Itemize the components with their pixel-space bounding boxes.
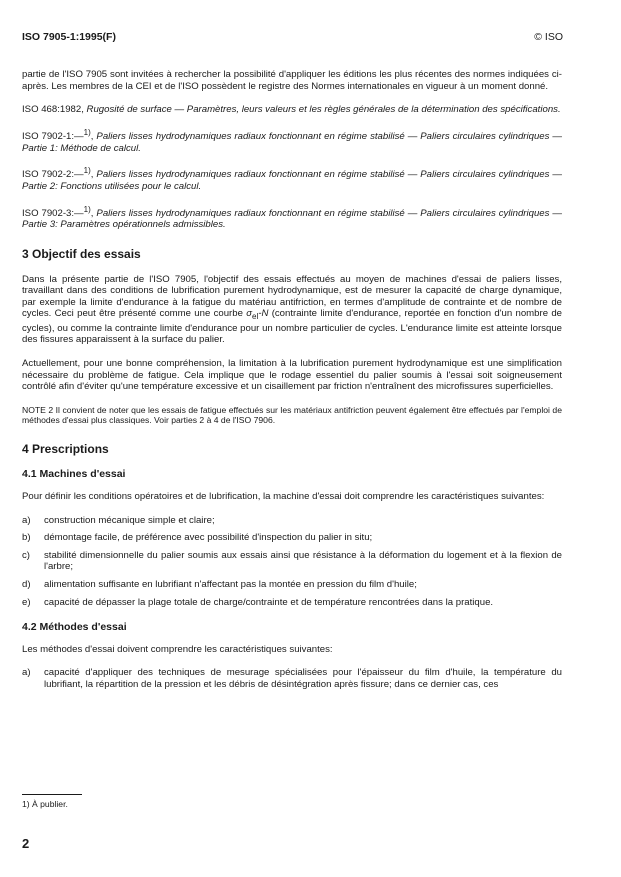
list-item: a) capacité d'appliquer des techniques de mesurage spécialisées pour l'épaisseur du film d'huile, la température du lubrifiant, la répartition de la pression et les débris de désintégration après fissure; dans ce dernier cas, ces xyxy=(22,667,562,690)
normative-reference: ISO 7902-3:—$^{1)}$, Paliers lisses hydrodynamiques radiaux fonctionnant en régime stabilisé — Paliers circulaires cylindriques — Partie 3: Paramètres opérationnels admissibles. xyxy=(22,204,562,231)
intro-paragraph: partie de l'ISO 7905 sont invitées à rechercher la possibilité d'appliquer les éditions les plus récentes des normes indiquées ci-après. Les membres de la CEI et de l'ISO possèdent le registre des Normes internationales en vigueur à un moment donné. xyxy=(22,69,562,92)
section-3-heading: 3 Objectif des essais xyxy=(22,246,141,261)
section-4-heading: 4 Prescriptions xyxy=(22,441,109,456)
list-item: b) démontage facile, de préférence avec possibilité d'inspection du palier in situ; xyxy=(22,532,373,544)
section-4-2-list xyxy=(22,667,562,690)
list-item: d) alimentation suffisante en lubrifiant n'affectant pas la montée en pression du film d'huile; xyxy=(22,578,417,590)
section-4-2-heading: 4.2 Méthodes d'essai xyxy=(22,621,127,634)
section-3-paragraph-1: Dans la présente partie de l'ISO 7905, l'objectif des essais effectués au moyen de machines d'essai de paliers lisses, travaillant dans des conditions de lubrification purement hydrodynamique, est de mesurer la capacité de charge dynamique, par exemple la limite d'endurance à la fatigue du matériau antifriction, en termes d'amplitude de contrainte et de nombre de cycles. Ceci peut être présenté comme une courbe $\sigma_{el}-N$ (contrainte limite d'endurance, reportée en fonction d'un nombre de cycles), ou comme la contrainte limite d'endurance pour un nombre particulier de cycles. L'endurance limite est atteinte lorsque des fissures apparaissent à la surface du palier. xyxy=(22,273,563,346)
page-number: 2 xyxy=(22,836,30,851)
header-standard-code: ISO 7905-1:1995(F) xyxy=(22,31,116,43)
header-copyright: © ISO xyxy=(534,31,563,43)
footnote-separator xyxy=(22,794,82,795)
section-4-1-list xyxy=(22,515,562,609)
page-body xyxy=(22,69,562,702)
list-item: c) stabilité dimensionnelle du palier soumis aux essais ainsi que résistance à la déformation du logement et à la flexion de l'arbre; xyxy=(22,549,562,573)
section-3-paragraph-2: Actuellement, pour une bonne compréhension, la limitation à la lubrification purement hydrodynamique est une simplification nécessaire du problème de fatigue. Cela implique que le rodage essentiel du palier soumis à l'essai soit soigneusement contrôlé afin d'éviter qu'une température excessive et un cisaillement par friction n'entraînent des microfissures superficielles. xyxy=(22,357,562,393)
section-4-1-intro: Pour définir les conditions opératoires et de lubrification, la machine d'essai doit comprendre les caractéristiques suivantes: xyxy=(22,490,545,502)
normative-reference: ISO 7902-1:—$^{1)}$, Paliers lisses hydrodynamiques radiaux fonctionnant en régime stabilisé — Paliers circulaires cylindriques — Partie 1: Méthode de calcul. xyxy=(22,127,562,154)
list-item: e) capacité de dépasser la plage totale de charge/contrainte et de température rencontrées dans la pratique. xyxy=(22,596,494,608)
footnote: 1) À publier. xyxy=(22,799,68,809)
section-4-2-intro: Les méthodes d'essai doivent comprendre les caractéristiques suivantes: xyxy=(22,643,333,655)
list-item: a) construction mécanique simple et claire; xyxy=(22,514,215,526)
normative-reference: ISO 7902-2:—$^{1)}$, Paliers lisses hydrodynamiques radiaux fonctionnant en régime stabilisé — Paliers circulaires cylindriques — Partie 2: Fonctions utilisées pour le calcul. xyxy=(22,166,562,192)
section-4-1-heading: 4.1 Machines d'essai xyxy=(22,468,126,481)
normative-reference: ISO 468:1982, Rugosité de surface — Paramètres, leurs valeurs et les règles générales de la détermination des spécifications. xyxy=(22,104,561,116)
note-2: NOTE 2 Il convient de noter que les essais de fatigue effectués sur les matériaux antifriction peuvent également être effectués par l'emploi de méthodes d'essai plus classiques. Voir parties 2 à 4 de l'ISO 7906. xyxy=(22,404,562,426)
